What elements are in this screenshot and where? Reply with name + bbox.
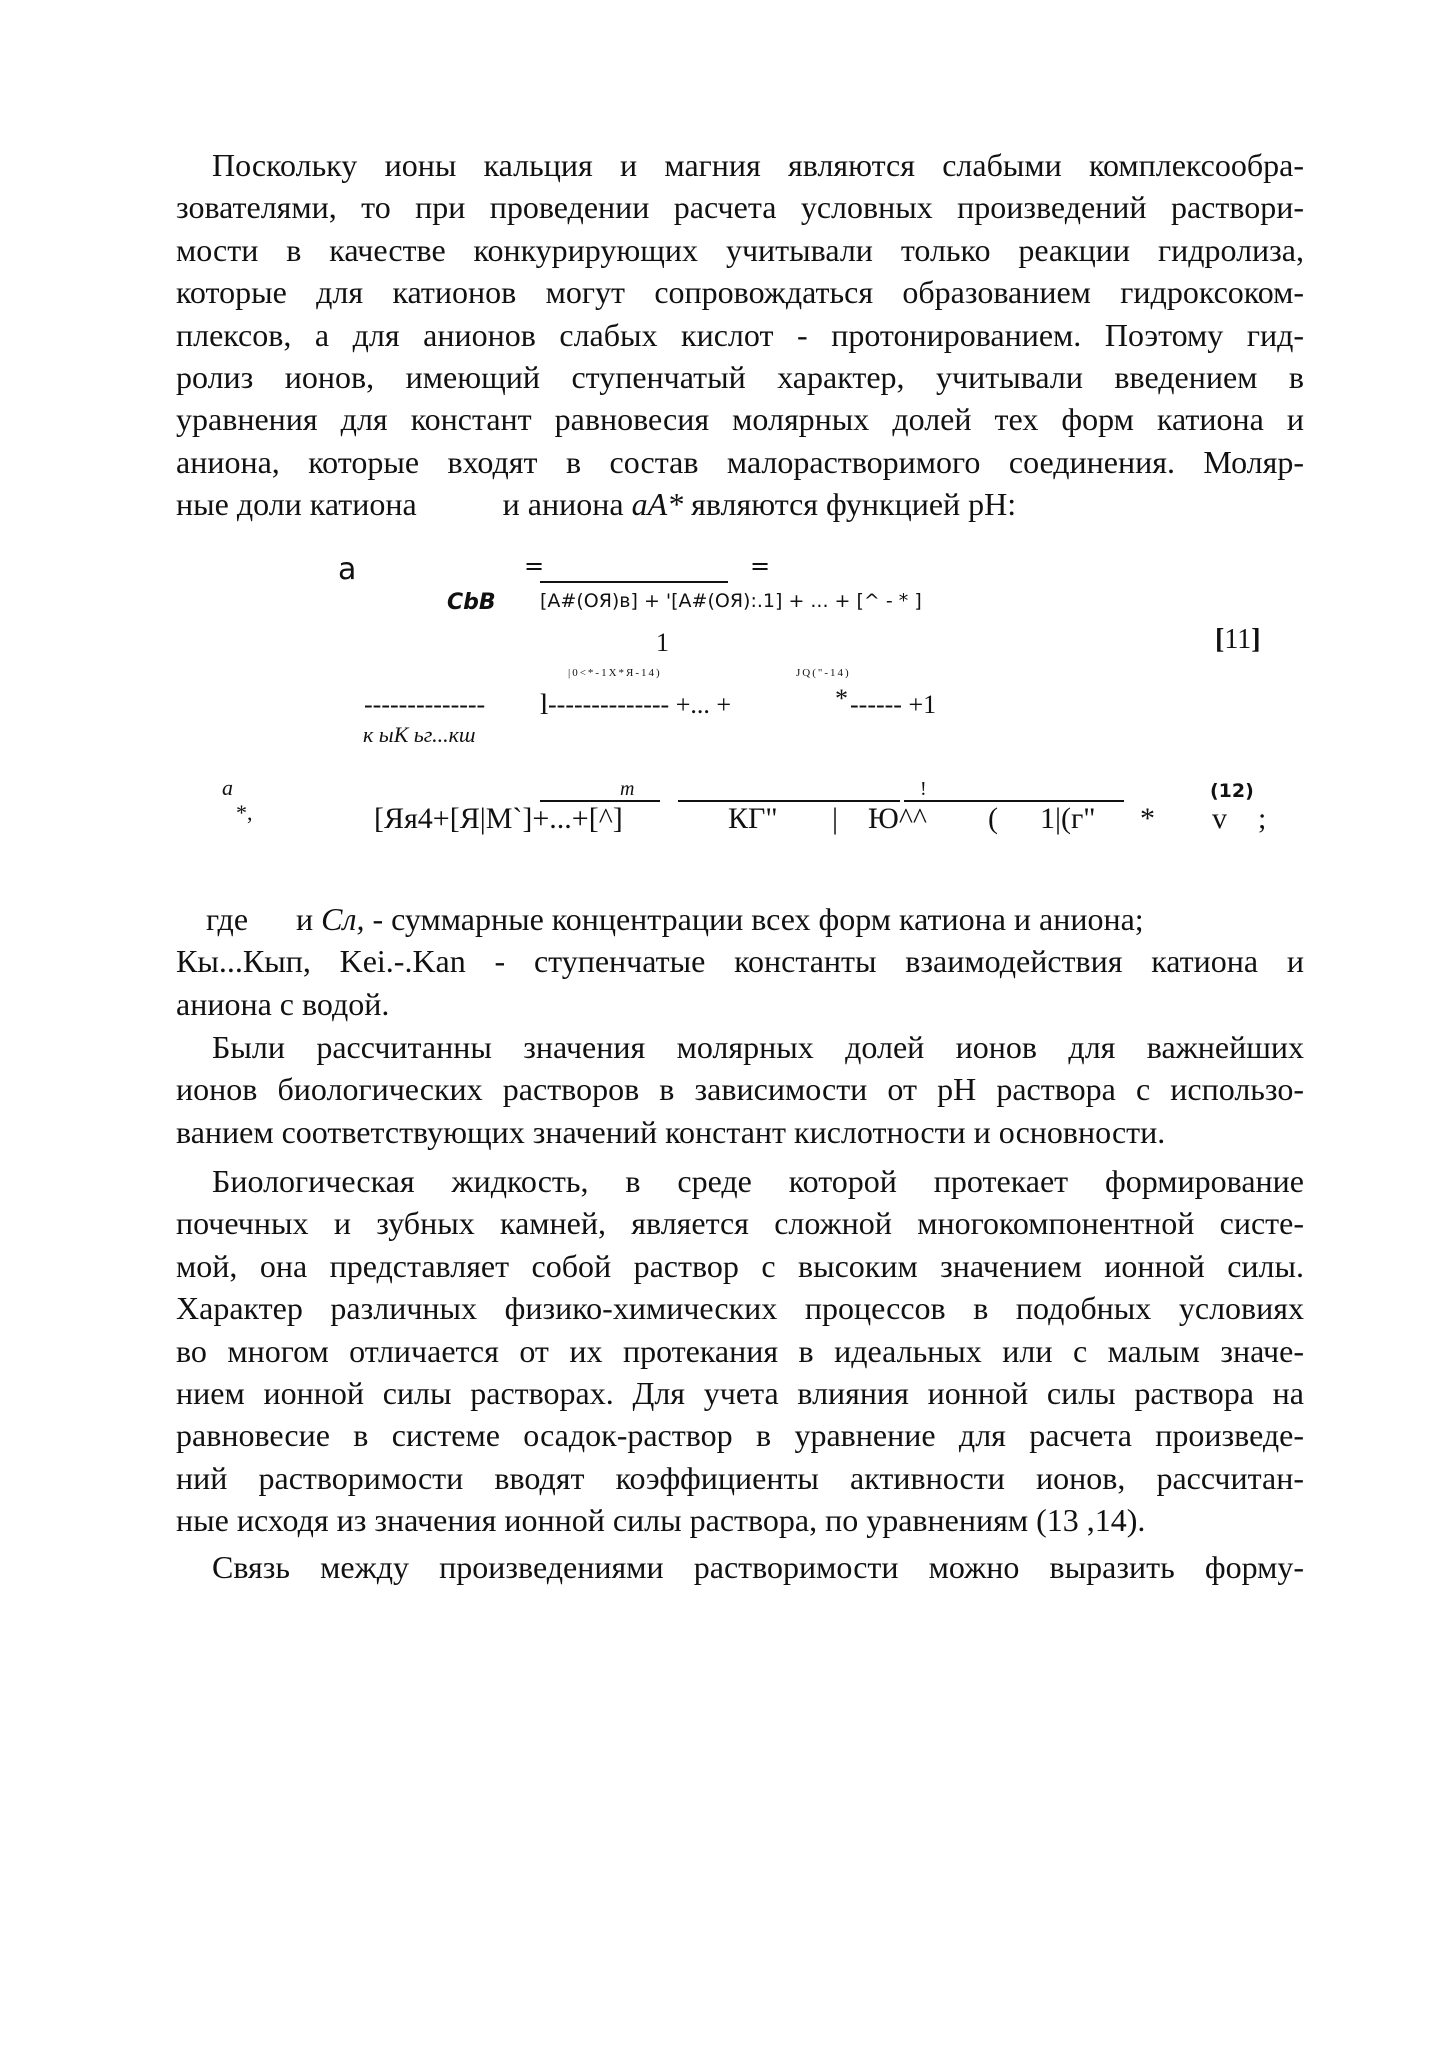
formula-dashes: -------------- +... + (548, 690, 732, 719)
anion-fraction-symbol: aA* (631, 486, 684, 523)
text-fragment: являются функцией pH: (691, 486, 1017, 523)
text-line: Поскольку ионы кальция и магния являются слабыми комплексообра- (212, 147, 1304, 183)
text-line: ролиз ионов, имеющий ступенчатый характер, учитывали введением в (176, 359, 1304, 396)
formula-one: 1 (656, 628, 669, 657)
text-line: Кы...Кып, Kei.-.Kan - ступенчатые константы взаимодействия катиона и (176, 943, 1304, 980)
text-line: аниона с водой. (176, 985, 390, 1022)
text-line: ний растворимости вводят коэффициенты активности ионов, рассчитан- (176, 1459, 1304, 1496)
paragraph-2 (176, 898, 1304, 1025)
text-line: во многом отличается от их протекания в идеальных или с малым значе- (176, 1332, 1304, 1369)
text-line: ванием соответствующих значений констант кислотности и основности. (176, 1113, 1166, 1150)
fraction-bar (678, 800, 900, 802)
text-line: зователями, то при проведении расчета условных произведений раствори- (176, 189, 1304, 226)
formula-subscript: JQ("-14) (796, 667, 851, 679)
text-line: ные исходя из значения ионной силы раствора, по уравнениям (13 ,14). (176, 1502, 1146, 1539)
formula-dashes: -------------- (364, 690, 486, 719)
formula-a-symbol: a (222, 775, 233, 800)
text-line: уравнения для констант равновесия молярных долей тех форм катиона и (176, 401, 1304, 438)
text-fragment: и (296, 901, 314, 937)
formula-dashes: ------ +1 (850, 690, 937, 719)
text-line: аниона, которые входят в состав малорастворимого соединения. Моляр- (176, 443, 1304, 480)
text-line: Связь между произведениями растворимости можно выразить форму- (212, 1549, 1304, 1585)
formula-body: | (832, 802, 839, 835)
formula-body: 1|(г" (1040, 802, 1096, 835)
text-line: равновесие в системе осадок-раствор в уравнение для расчета произведе- (176, 1417, 1304, 1454)
text-fragment: - суммарные концентрации всех форм катиона и аниона; (372, 901, 1144, 937)
text-line: которые для катионов могут сопровождаться образованием гидроксоком- (176, 274, 1304, 311)
text-fragment: и аниона (502, 486, 624, 523)
text-line: мости в качестве конкурирующих учитывали только реакции гидролиза, (176, 231, 1304, 268)
formula-a-label: a (338, 552, 357, 587)
formula-body: ; (1258, 802, 1267, 835)
formula-k-label: к ыК ьг...кш (363, 722, 476, 747)
formula-l: l (540, 688, 549, 721)
formula-body: * (1140, 802, 1155, 835)
text-line: Были рассчитанны значения молярных долей ионов для важнейших (212, 1029, 1304, 1065)
text-line: нием ионной силы растворах. Для учета влияния ионной силы раствора на (176, 1375, 1304, 1412)
text-line: почечных и зубных камней, является сложной многокомпонентной систе- (176, 1205, 1304, 1242)
paragraph-5 (176, 1546, 1304, 1588)
text-line: Биологическая жидкость, в среде которой протекает формирование (212, 1163, 1304, 1199)
concentration-symbol: Сл, (321, 901, 365, 937)
formula-cba: CbB (447, 590, 496, 615)
text-line: мой, она представляет собой раствор с высоким значением ионной силы. (176, 1247, 1304, 1284)
equation-number: [11] (1215, 624, 1261, 655)
formula-m: m (620, 778, 635, 800)
formula-body: ( (988, 802, 998, 835)
text-line: ионов биологических растворов в зависимости от pH раствора с использо- (176, 1071, 1304, 1108)
text-line (176, 898, 1304, 940)
text-line: плексов, а для анионов слабых кислот - протонированием. Поэтому гид- (176, 316, 1304, 353)
formula-star: * (835, 684, 848, 713)
text-fragment: где (206, 901, 249, 937)
paragraph-3 (176, 1026, 1304, 1153)
formula-star: *, (236, 800, 253, 825)
formula-body: КГ" (728, 802, 778, 835)
formula-subscript: |0<*-1X*Я-14) (568, 667, 662, 679)
formula-equals: = (750, 552, 771, 580)
formula-excl: ! (920, 778, 927, 800)
equation-number: (12) (1210, 780, 1254, 802)
formula-body: [Яя4+[Я|М`]+...+[^] (374, 802, 623, 835)
formula-equals: = (524, 552, 545, 580)
formula-body: v (1212, 802, 1227, 835)
paragraph-4 (176, 1160, 1304, 1542)
formula-denominator: [A#(OЯ)в] + '[A#(OЯ):.1] + ... + [^ - * ] (540, 590, 922, 612)
formula-body: Ю^^ (868, 802, 927, 835)
text-line: Характер различных физико-химических процессов в подобных условиях (176, 1290, 1304, 1327)
text-fragment: ные доли катиона (176, 486, 417, 523)
